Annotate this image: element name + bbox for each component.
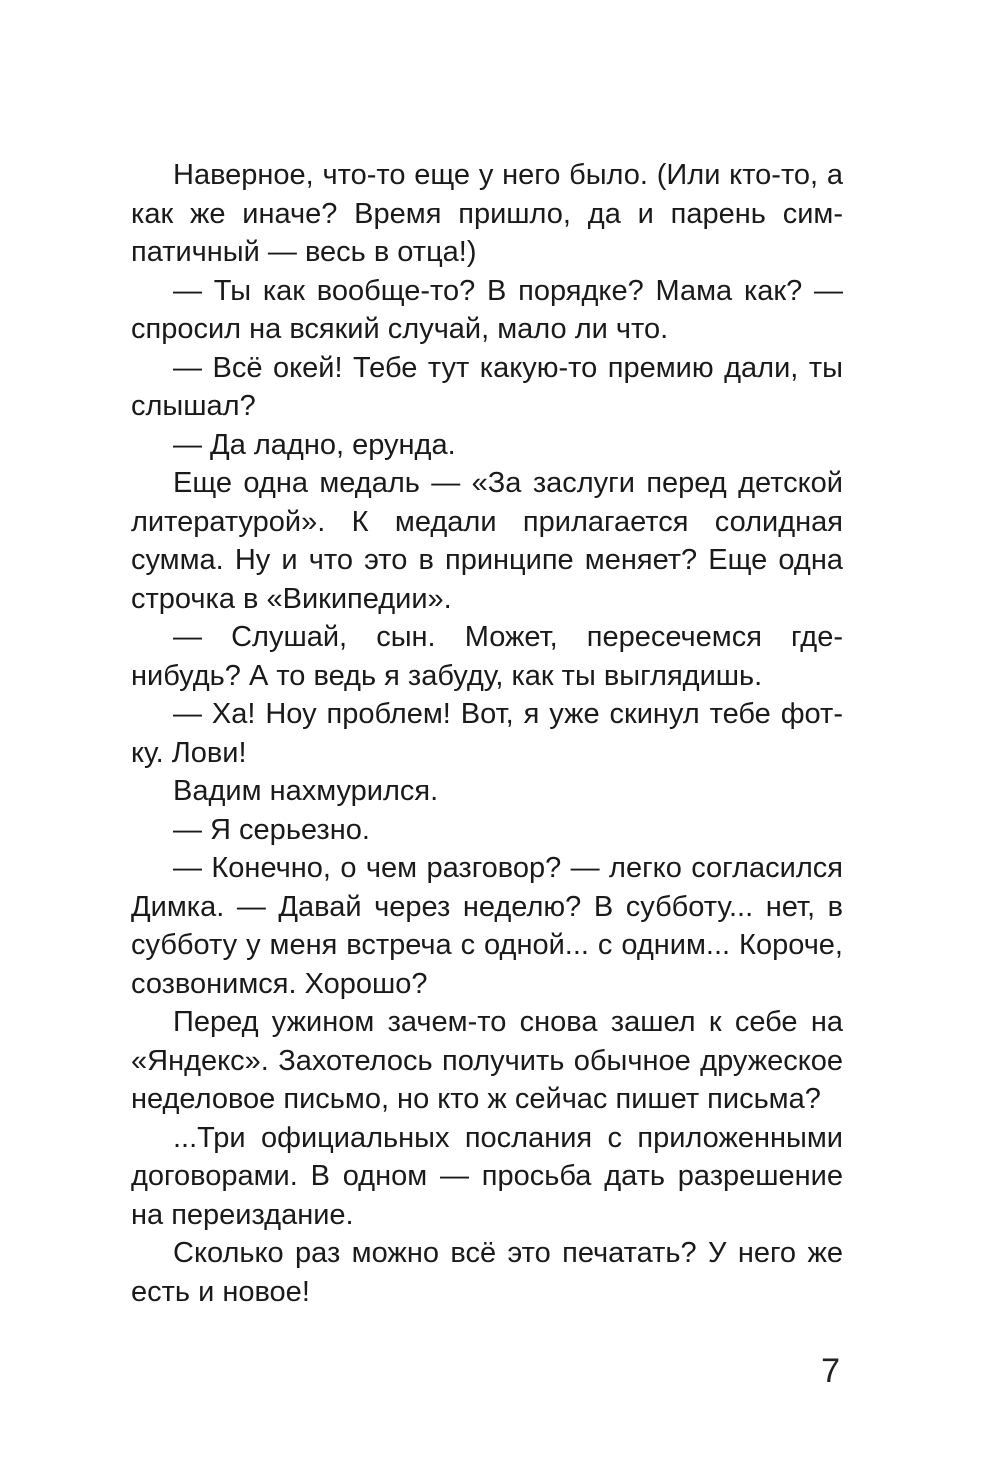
paragraph: ...Три официальных послания с приложенными договорами. В одном — просьба дать разрешение на переиздание.: [131, 1121, 843, 1231]
paragraph: Наверное, что-то еще у него было. (Или кто-то, а как же иначе? Время пришло, да и парень симпатичный — весь в отца!): [131, 159, 843, 268]
paragraph: Перед ужином зачем-то снова зашел к себе на «Яндекс». Захотелось получить обычное дружеское неделовое письмо, но кто ж сейчас пишет письма?: [131, 1006, 843, 1115]
paragraph: — Слушай, сын. Может, пересечемся где-нибудь? А то ведь я забуду, как ты выглядишь.: [131, 621, 843, 692]
paragraph: — Да ладно, ерунда.: [173, 428, 456, 461]
body-text: [131, 156, 843, 1311]
paragraph: — Конечно, о чем разговор? — легко согласился Димка. — Давай через неделю? В субботу... нет, в субботу у меня встреча с одной... с одним... Короче, созвонимся. Хорошо?: [131, 852, 843, 1000]
paragraph: Сколько раз можно всё это печатать? У него же есть и новое!: [131, 1237, 843, 1308]
paragraph: — Всё окей! Тебе тут какую-то премию дали, ты слышал?: [131, 351, 843, 422]
paragraph: — Ха! Ноу проблем! Вот, я уже скинул тебе фотку. Лови!: [131, 698, 843, 769]
paragraph: Вадим нахмурился.: [173, 775, 439, 807]
paragraph: Еще одна медаль — «За заслуги перед детской литературой». К медали прилагается солидная сумма. Ну и что это в принципе меняет? Еще одна строчка в «Википедии».: [131, 467, 843, 615]
page-number: 7: [821, 1352, 840, 1390]
paragraph: — Я серьезно.: [173, 813, 370, 846]
paragraph: — Ты как вообще-то? В порядке? Мама как? — спросил на всякий случай, мало ли что.: [131, 274, 843, 345]
